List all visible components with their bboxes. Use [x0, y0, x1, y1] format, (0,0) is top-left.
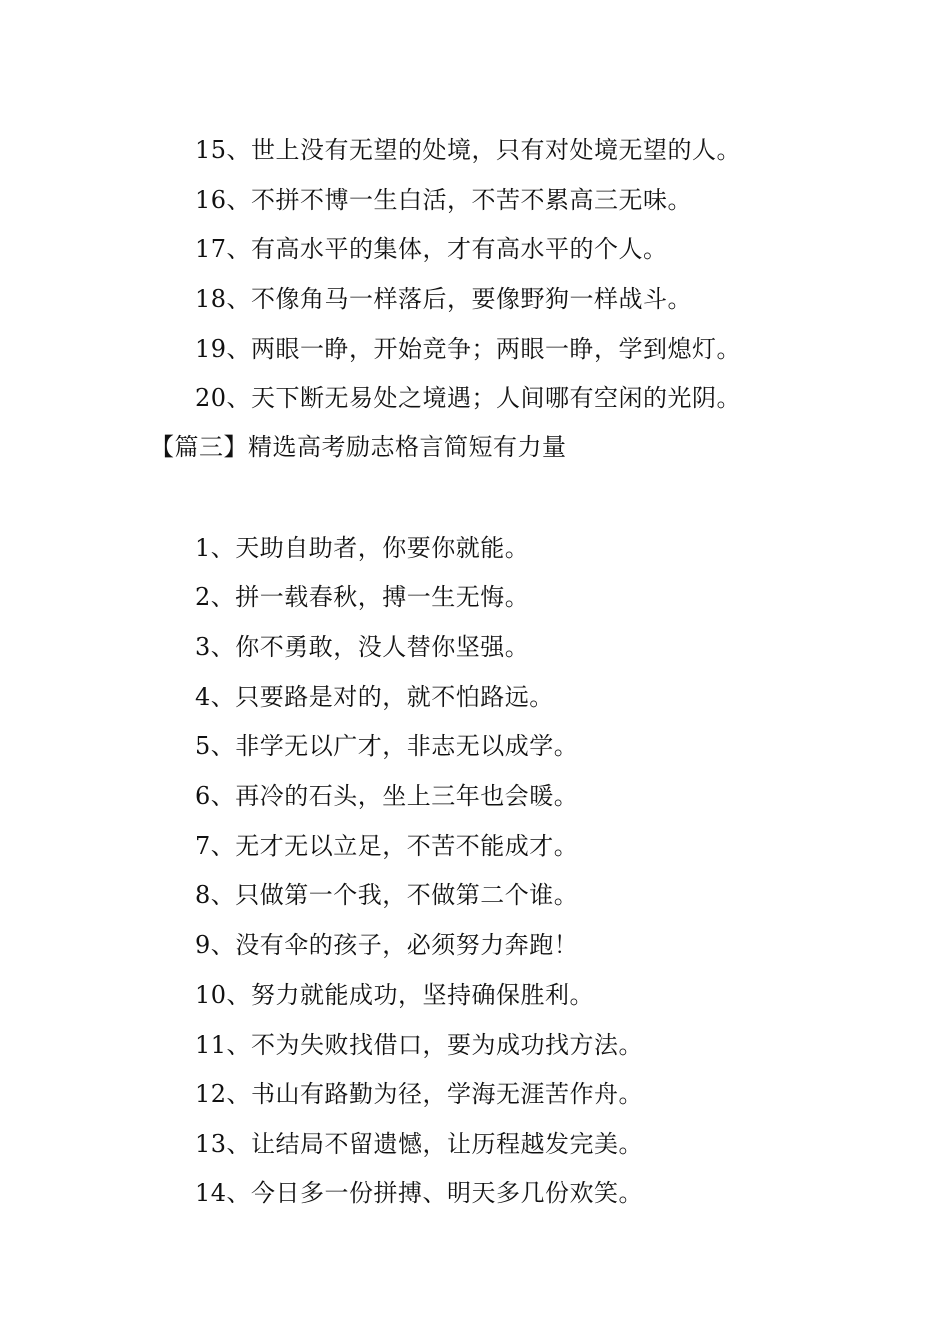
- quote-line: 2、拼一载春秋，搏一生无悔。: [195, 583, 530, 611]
- quote-line: 13、让结局不留遗憾，让历程越发完美。: [195, 1130, 644, 1158]
- quote-line: 5、非学无以广才，非志无以成学。: [195, 732, 579, 760]
- quote-line: 7、无才无以立足，不苦不能成才。: [195, 832, 579, 860]
- quote-line: 17、有高水平的集体，才有高水平的个人。: [195, 235, 668, 263]
- quote-line: 12、书山有路勤为径，学海无涯苦作舟。: [195, 1080, 644, 1108]
- quote-line: 3、你不勇敢，没人替你坚强。: [195, 633, 530, 661]
- quote-line: 20、天下断无易处之境遇；人间哪有空闲的光阴。: [195, 384, 742, 412]
- quote-line: 18、不像角马一样落后，要像野狗一样战斗。: [195, 285, 693, 313]
- quote-line: 9、没有伞的孩子，必须努力奔跑！: [195, 931, 579, 959]
- quote-line: 15、世上没有无望的处境，只有对处境无望的人。: [195, 136, 742, 164]
- quote-line: 14、今日多一份拼搏、明天多几份欢笑。: [195, 1179, 644, 1207]
- quote-line: 19、两眼一睁，开始竞争；两眼一睁，学到熄灯。: [195, 335, 742, 363]
- quote-line: 16、不拼不博一生白活，不苦不累高三无味。: [195, 186, 693, 214]
- section-heading: 【篇三】精选高考励志格言简短有力量: [150, 433, 567, 461]
- quote-line: 11、不为失败找借口，要为成功找方法。: [195, 1031, 644, 1059]
- quote-line: 10、努力就能成功，坚持确保胜利。: [195, 981, 595, 1009]
- quote-line: 1、天助自助者，你要你就能。: [195, 534, 530, 562]
- quote-line: 8、只做第一个我，不做第二个谁。: [195, 881, 579, 909]
- quote-line: 4、只要路是对的，就不怕路远。: [195, 683, 554, 711]
- quote-line: 6、再冷的石头，坐上三年也会暖。: [195, 782, 579, 810]
